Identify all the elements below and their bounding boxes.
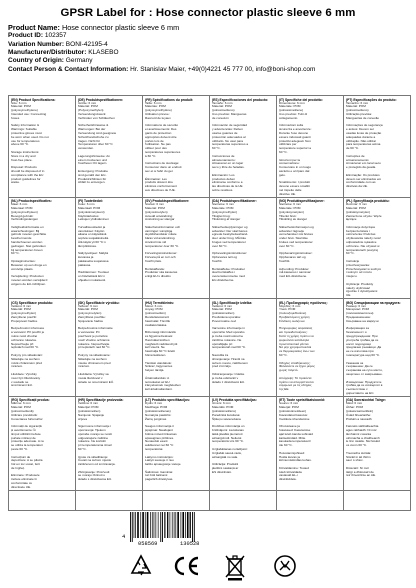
barcode-right-digits: 130528	[180, 541, 200, 547]
language-spec-cell	[277, 397, 344, 491]
language-spec-cell	[344, 491, 411, 511]
spec-body: Taille: 6 mm Matériau: POM (polyoxyméthylène) Utilisation prévue: Raccord de tuyaux Informations de sécurité et avertissements: Des gants de protection appropriés doivent être portés lors de l'utilisation. Ne pas utiliser pour des températures supérieures à 60 °C. Instructions de stockage: Conserver dans un endroit sec et à l'abri du gel. Élimination: Les produits doivent être éliminés conformément aux directives de l'UE.	[145, 100, 182, 192]
spec-body: Koko: 6 mm Materiaali: POM (polyoksimetyleeni) Käyttötarkoitus: Letkujen yhdistäminen Turvallisuustiedot ja varoitukset: Käytön aikana on käytettävä sopivia suojakäsineitä. Älä käytä yli 60 °C:n lämpötiloissa. Säilytysohjeet: Säilytä kuivassa ja pakkaselta suojatussa paikassa. Hävittäminen: Tuotteet on hävitettävä EU:n ohjeiden mukaisesti.	[78, 202, 109, 283]
language-spec-cell	[143, 299, 210, 397]
info-value: Hr. Stanislav Maier, +49(0)4221 45 777 00, info@boni-shop.com	[130, 65, 316, 73]
barcode-bar	[132, 512, 133, 542]
language-spec-cell	[76, 198, 143, 300]
language-spec-cell	[9, 397, 76, 491]
barcode-bar	[137, 512, 139, 538]
spec-title: (ES) Especificaciones del producto:	[212, 97, 269, 102]
spec-title: (FR) Spécifications du produit:	[145, 97, 194, 102]
spec-body: Tamaño: 6 mm Material: POM (polioximetileno) Uso previsto: Mangueras de conexión Información de seguridad y advertencias: Deben usarse guantes de protección adecuados al utilizarlo. No usar para temperaturas superiores a 60 °C. Instrucciones de almacenamiento: Almacenar en un lugar seco y libre de heladas. Eliminación: Los productos deben eliminarse conforme a las directivas de la UE sobre residuos.	[212, 100, 249, 192]
language-spec-cell	[344, 397, 411, 491]
barcode-bar	[167, 512, 168, 538]
spec-title: (SK) Špecifikácie výrobku:	[78, 300, 120, 305]
language-spec-cell	[143, 397, 210, 491]
page-title: GPSR Label for : Hose connector plastic sleeve 6 mm	[60, 7, 356, 19]
language-spec-cell	[9, 491, 76, 511]
barcode-bar	[181, 512, 182, 538]
language-spec-cell	[76, 299, 143, 397]
language-spec-cell	[143, 491, 210, 511]
info-value: Germany	[65, 57, 93, 65]
barcode-bar	[160, 512, 161, 542]
language-spec-cell	[9, 299, 76, 397]
barcode-bar	[182, 512, 184, 538]
spec-title: (CS) Specifikace produktu:	[11, 300, 54, 305]
info-value: Hose connector plastic sleeve 6 mm	[61, 23, 180, 32]
spec-title: (PL) Specyfikacja produktu:	[346, 199, 390, 204]
language-spec-grid	[8, 95, 411, 511]
language-spec-cell	[277, 299, 344, 397]
barcode-bar	[135, 512, 136, 538]
language-spec-cell	[9, 96, 76, 198]
language-spec-cell	[76, 96, 143, 198]
barcode-bar	[150, 512, 151, 538]
info-key: Contact Person & Contact Information:	[8, 65, 129, 73]
barcode-left-digits: 058569	[138, 541, 158, 547]
spec-title: (EN) Product Specifications:	[11, 97, 56, 102]
language-spec-cell	[9, 198, 76, 300]
info-row	[8, 57, 412, 65]
language-spec-cell	[277, 491, 344, 511]
barcode-bar	[170, 512, 171, 538]
info-key: Country of Origin:	[8, 57, 64, 65]
info-row	[8, 66, 412, 74]
spec-body: Μέγεθος: 6 mm Υλικό: POM (πολυοξυμεθυλένιο) Προβλεπόμενη χρήση: Σύνδεση σωλήνων Πληροφορίες ασφαλείας και προειδοποιήσεις: Κατά τη χρήση πρέπει να φοριούνται κατάλληλα προστατευτικά γάντια. Να μην χρησιμοποιείται σε θερμοκρασίες άνω των 60 °C. Οδηγίες αποθήκευσης: Φυλάσσετε σε ξηρό μέρος χωρίς παγετό. Απόρριψη: Τα προϊόντα πρέπει να απορρίπτονται σύμφωνα με τις οδηγίες της ΕΕ.	[279, 303, 315, 392]
language-spec-cell	[76, 397, 143, 491]
spec-title: (NL) Productspecificaties:	[11, 199, 52, 204]
spec-body: Méret: 6 mm Anyag: POM (polioximetilén) Rendeltetésszerű használat: Tömlők csatlakoztatása Biztonsági információk és figyelmeztetések: Használat közben megfelelő védőkesztyűt kell viselni. Ne használja 60 °C feletti hőmérsékleten. Tárolási utasítások: Száraz, fagymentes helyen tárolja. Ártalmatlanítás: A termékeket az EU irányelveinek megfelelően kell ártalmatlanítani.	[145, 303, 181, 392]
spec-title: (NO) Produktspesifikasjoner:	[279, 199, 325, 204]
barcode-bar	[140, 512, 141, 538]
language-spec-cell	[143, 96, 210, 198]
spec-title: (SV) Produktspecifikationer:	[145, 199, 190, 204]
spec-body: Tamanho: 6 mm Material: POM (polioximetileno) Utilização prevista: Mangueiras de conexão Informações de segurança e avisos: Devem ser usadas luvas de proteção adequadas durante a utilização. Não utilizar para temperaturas acima de 60 °C. Instruções de armazenamento: Armazenar em local seco e protegido da geada. Eliminação: Os produtos devem ser eliminados em conformidade com as diretivas da UE.	[346, 100, 383, 189]
spec-body: Maat: 6 mm Materiaal: POM (polyoxymethyleen) Beoogd gebruik: Verbindingsslangen Veiligheidsinformatie en waarschuwingen: Bij gebruik moeten geschikte beschermende handschoenen worden gedragen. Niet gebruiken bij temperaturen boven 60 °C. Opslaginstructies: Bewaren op een droge en vorstvrije plaats. Verwijdering: Producten moeten worden verwijderd volgens de EU-richtlijnen.	[11, 202, 48, 286]
waste-bin-crossed-icon	[222, 553, 248, 581]
barcode-bar	[190, 512, 191, 538]
barcode-bar	[192, 512, 193, 542]
spec-title: (GA) Sonraíochtaí Táirge:	[346, 398, 386, 403]
spec-body: Размер: 6 mm Материал: POM (полиоксиметилен) Предназначение: Свързване на маркучи Информация за безопасност и предупреждения: При употреба трябва да се носят подходящи предпазни ръкавици. Да не се използва при температурa над 60 °C. Указания за съхранение: Да се съхранява на сухо място, защитено от замръзване. Изхвърляне: Продуктите трябва да се изхвърлят в съответствие с директивите на ЕС.	[346, 303, 383, 395]
info-key: Product Name:	[8, 23, 60, 32]
spec-title: (LV) Produkta specifikācijas:	[212, 398, 257, 403]
spec-body: Veličina: 6 mm Materijal: POM (polioksimetilen) Namjena: Spajanje crijeva Sigurnosne informacije i upozorenja: Tijekom uporabe moraju se nositi odgovarajuće zaštitne rukavice. Ne koristiti pri temperaturama iznad 60 °C. Upute za skladištenje: Čuvati na suhom mjestu zaštićenom od smrzavanja. Zbrinjavanje: Proizvodi se moraju zbrinuti u skladu s direktivama EU.	[78, 401, 116, 482]
info-value: KLASEBO	[88, 49, 119, 57]
spec-body: Größe: 6 mm Material: POM (Polyoxymethylen) Verwendungszweck: Verbinden von Schläuchen Sicherheitshinweise & Warnungen: Bei der Verwendung sind geeignete Schutzhandschuhe zu tragen. Nicht für Temperaturen über 60 °C verwenden. Lagerungshinweise: An einem trockenen und frostfreien Ort lagern. Entsorgung: Produkte sind gemäß den EU- Produktrichtlinien für Abfall zu entsorgen.	[78, 100, 117, 185]
spec-body: Izmērs: 6 mm Materiāls: POM (polioksimetilēns) Paredzētā lietošana: Šļūteņu savienošana Drošības informācija un brīdinājumi: Lietošanas laikā jāvalkā piemēroti aizsargcimdi. Nelietot temperatūrā virs 60 °C. Uzglabāšanas norādījumi: Uzglabāt sausā vietā, aizsargātā no sala. Utilizācija: Produkti jāutilizē saskaņā ar ES direktīvām.	[212, 401, 248, 474]
barcode-bar	[130, 512, 131, 542]
spec-title: (FI) Tuotetiedot:	[78, 199, 103, 204]
spec-title: (SL) Specifikacije izdelka:	[212, 300, 253, 305]
info-row	[8, 41, 412, 49]
spec-body: Veľkosť: 6 mm Materiál: POM (polyoxymetylén) Zamýšľané použitie: Spojovacie hadice Bezpečnostné informácie a varovania: Pri používaní je potrebné nosiť vhodné ochranné rukavice. Nepoužívajte pri teplotách nad 60 °C. Pokyny na skladovanie: Skladujte na suchom mieste chránenom pred mrazom. Likvidácia: Výrobky sa musia likvidovať v súlade so smernicami EÚ.	[78, 303, 114, 384]
product-info	[8, 24, 412, 74]
info-value: BONI-42195-4	[65, 40, 108, 48]
spec-body: Suurus: 6 mm Materjal: POM (polüoksümetüleen) Kavandatud kasutus: Voolikute ühendamine Ohutusteave ja hoiatused: Kasutamise ajal tuleb kanda sobivaid kaitsekindaid. Mitte kasutada temperatuuril üle 60 °C. Hoiustamisjuhised: Hoida kuivas ja külmumiskindlas kohas. Kõrvaldamine: Tooted tuleb kõrvaldada vastavalt EL-i direktiividele.	[279, 401, 313, 482]
barcode-bar	[194, 512, 195, 542]
barcode-bar	[156, 512, 157, 538]
spec-body: Storlek: 6 mm Material: POM (polyoximetylen) Avsedd användning: Anslutning av slangar Säkerhetsinformation och varningar: Lämpliga skyddshandskar måste bäras vid användning. Använd inte vid temperaturer över 60 °C. Förvaringsinstruktioner: Förvara på en torr och frostfri plats. Bortskaffande: Produkter ska kasseras enligt EU:s direktiv.	[145, 202, 181, 279]
language-spec-cell	[344, 198, 411, 300]
barcode-bar	[142, 512, 144, 538]
spec-title: (HR) Specifikacije proizvoda:	[78, 398, 124, 403]
spec-title: (DA) Produktspecifikationer:	[212, 199, 257, 204]
barcode-bar	[162, 512, 163, 542]
barcode-bar	[145, 512, 146, 538]
barcode-bar	[164, 512, 165, 538]
barcode-bar	[177, 512, 179, 538]
language-spec-cell	[210, 491, 277, 511]
spec-body: Méid: 6 mm Ábhar: POM (polaiocsaimeitiléin) Úsáid bheartaithe: Píobáin a nascadh Faisnéis sábháilteachta agus rabhaidh: Ní mór lámhainní cosanta oiriúnacha a chaitheamh le linn úsáide. Ná húsáid os cionn 60 °C. Treoracha stórála: Stóráil in áit thirim saor ó shioc. Diúscairt: Ní mór táirgí a dhiúscairt de réir threoirlínte an AE.	[346, 401, 380, 478]
spec-body: Rozmiar: 6 mm Materiał: POM (polioksymetylen) Zamierzone użycie: Węże łączące Informacje dotyczące bezpieczeństwa i ostrzeżenia: Podczas użytkowania należy nosić odpowiednie rękawice ochronne. Nie używać w temperaturach powyżej 60 °C. Instrukcje przechowywania: Przechowywać w suchym i wolnym od mrozu miejscu. Utylizacja: Produkty należy utylizować zgodnie z dyrektywami UE.	[346, 202, 382, 298]
info-value: 102357	[44, 32, 67, 40]
spec-title: (EL) Προδιαγραφές προϊόντος:	[279, 300, 328, 305]
info-key: Product ID:	[8, 32, 44, 40]
mobius-loop-icon	[272, 553, 298, 579]
spec-title: (HU) Termékleírás:	[145, 300, 175, 305]
barcode-bar	[147, 512, 149, 538]
spec-title: (ET) Toote spetsifikatsioonid:	[279, 398, 326, 403]
language-spec-cell	[210, 397, 277, 491]
language-spec-cell	[210, 198, 277, 300]
ean-barcode	[122, 512, 224, 549]
barcode-bar	[158, 512, 159, 538]
language-spec-cell	[210, 96, 277, 198]
spec-title: (PT) Especificações do produto:	[346, 97, 397, 102]
barcode-bar	[172, 512, 173, 538]
spec-body: Dydis: 6 mm Medžiaga: POM (polioksimetilenas) Numatyta paskirtis: Žarnų jungimas Saugos informacija ir įspėjimai: Naudojant būtina mūvėti tinkamas apsaugines pirštines. Nenaudoti esant aukštesnei nei 60 °C temperatūrai. Laikymo instrukcijos: Laikyti sausoje ir nuo šalčio apsaugotoje vietoje. Šalinimas: Gaminiai turi būti šalinami pagal ES direktyvas.	[145, 401, 182, 482]
spec-body: Dimensione: 6 mm Materiale: POM (poliossimetilene) Uso previsto: Tubi di collegamento Informazioni sulla sicurezza e avvertenze: Durante l'uso devono essere indossati guanti protettivi adeguati. Non utilizzare per temperature superiori a 60 °C. Istruzioni per la conservazione: Conservare in un luogo asciutto e al riparo dal gelo. Smaltimento: I prodotti devono essere smaltiti nel rispetto delle direttive UE.	[279, 100, 312, 196]
spec-body: Størrelse: 6 mm Materiale: POM (polyoksymetylen) Tiltenkt bruk: Tilkobling av slanger Sikkerhetsinformasjon og advarsler: Egnede vernehansker må brukes under bruk. Skal ikke brukes ved temperaturer over 60 °C. Oppbevaringsinstrukser: Oppbevares tørt og frostfritt. Avhending: Produkter må kasseres i samsvar med EU-direktivene.	[279, 202, 314, 279]
barcode-bars	[128, 512, 222, 542]
spec-title: (RO) Specificații produs:	[11, 398, 50, 403]
spec-body: Velikost: 6 mm Material: POM (polioksimetilen) Predvidena uporaba: Povezovalne cevi Varnostne informacije in opozorila: Med uporabo je treba nositi ustrezne zaščitne rokavice. Ne uporabljajte pri temperaturah nad 60 °C. Navodila za shranjevanje: Hraniti na suhem mestu, zaščitenem pred zmrzaljo. Odstranjevanje: Izdelke je treba odstraniti v skladu z direktivami EU.	[212, 303, 248, 384]
language-spec-cell	[143, 198, 210, 300]
barcode-bar	[187, 512, 189, 538]
barcode-bar	[175, 512, 176, 538]
compliance-icons	[124, 553, 304, 583]
barcode-bar	[152, 512, 153, 538]
language-spec-cell	[344, 96, 411, 198]
barcode-lead-digit: 4	[122, 534, 126, 540]
spec-body: Size: 6 mm Material: POM (polyoxymethylene) Intended use: Connecting hoses Safety Information & Warnings: Suitable protective gloves must be worn when used. Do not use for temperatures above 60 °C. Storage instructions: Store in a dry and frost-free place. Disposal: Products should be disposed of in compliance with the EU product guidelines for waste.	[11, 100, 49, 185]
language-spec-cell	[277, 96, 344, 198]
info-key: Variation Number:	[8, 40, 64, 48]
ce-mark-icon	[172, 553, 202, 579]
info-row	[8, 32, 412, 40]
language-spec-cell	[344, 299, 411, 397]
spec-title: (IT) Specifiche del prodotto:	[279, 97, 323, 102]
barcode-bar	[185, 512, 186, 538]
info-row	[8, 24, 412, 32]
spec-title: (LT) Produkto specifikacijos:	[145, 398, 191, 403]
spec-title: (DE) Produktspezifikationen:	[78, 97, 124, 102]
barcode-bar	[134, 512, 135, 538]
spec-body: Velikost: 6 mm Materiál: POM (polyoxymethylen) Zamýšlené použití: Propojovací hadice Bezpečnostní informace a varování: Při použití je nutné nosit vhodné ochranné rukavice. Nepoužívejte při teplotách nad 60 °C. Pokyny pro skladování: Skladujte na suchém místě chráněném před mrazem. Likvidace: Výrobky musí být zlikvidovány v souladu se směrnicemi EU.	[11, 303, 45, 388]
barcode-bar	[154, 512, 155, 538]
language-spec-cell	[210, 299, 277, 397]
spec-title: (BG) Спецификации на продукта:	[346, 300, 401, 305]
language-spec-cell	[277, 198, 344, 300]
language-spec-cell	[76, 491, 143, 511]
recycle-triangle-icon	[128, 553, 154, 579]
info-key: Manufacturer/Distributor:	[8, 49, 87, 57]
spec-body: Størrelse: 6 mm Materiale: POM (polyoxymethylen) Tilsigtet brug: Tilslutning af slanger Sikkerhedsoplysninger og advarsler: Der skal bæres egnede beskyttelseshand- sker under brug. Må ikke bruges ved temperaturer over 60 °C. Opbevaringsinstruktioner: Opbevares tørt og frostfrit. Bortskaffelse: Produkter skal bortskaffes i overensstemmelse med EU-direktiverne.	[212, 202, 249, 283]
info-row	[8, 49, 412, 57]
spec-body: Mărime: 6 mm Material: POM (polioximetilenă) Utilizare prevăzută: Conectarea furtunurilor Informații de siguranță și avertismente: În timpul utilizării trebuie purtate mănuși de protecție adecvate. A nu se utiliza la temperaturi peste 60 °C. Instrucțiuni de depozitare: A se păstra într-un loc uscat, ferit de îngheț. Eliminare: Produsele trebuie eliminate în conformitate cu directivele UE.	[11, 401, 45, 489]
barcode-bar	[174, 512, 175, 538]
